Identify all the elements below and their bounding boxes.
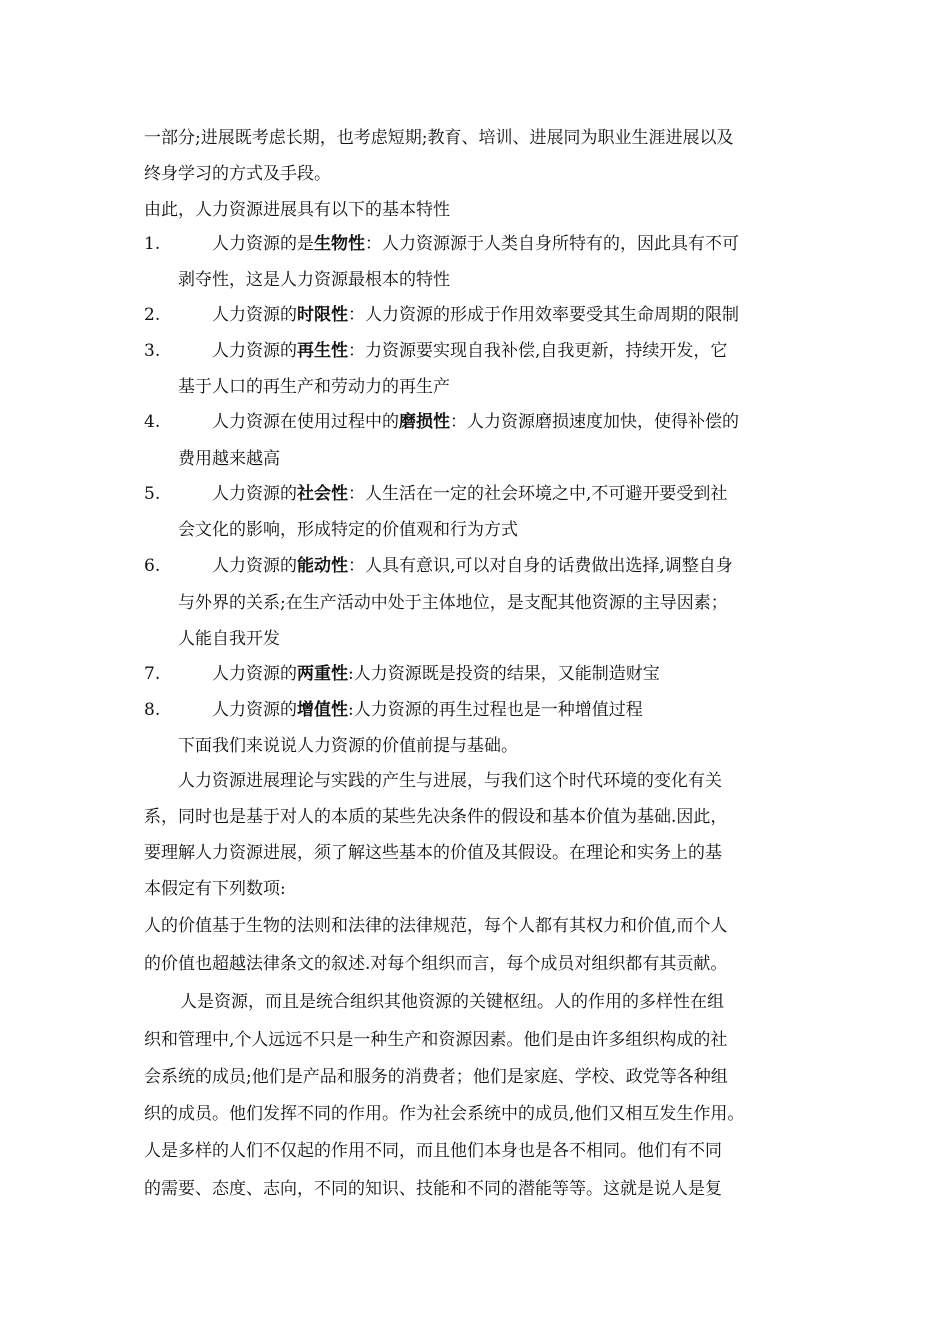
paragraph-3-line-1: 人的价值基于生物的法则和法律的法律规范，每个人都有其权力和价值,而个人 xyxy=(144,916,728,936)
list-item-6-cont-1: 与外界的关系;在生产活动中处于主体地位，是支配其他资源的主导因素； xyxy=(178,593,728,613)
list-text: 人力资源的增值性:人力资源的再生过程也是一种增值过程 xyxy=(212,700,643,720)
list-number: 2. xyxy=(144,305,161,325)
paragraph-4-line-3: 会系统的成员;他们是产品和服务的消费者；他们是家庭、学校、政党等各种组 xyxy=(144,1067,728,1087)
intro-line-1: 一部分;进展既考虑长期，也考虑短期;教育、培训、进展同为职业生涯进展以及 xyxy=(144,128,734,148)
paragraph-4-line-1: 人是资源，而且是统合组织其他资源的关键枢纽。人的作用的多样性在组 xyxy=(180,992,724,1012)
list-text: 人力资源的社会性：人生活在一定的社会环境之中,不可避开要受到社 xyxy=(212,484,728,504)
list-item-6-cont-2: 人能自我开发 xyxy=(178,629,280,649)
paragraph-values-intro: 下面我们来说说人力资源的价值前提与基础。 xyxy=(178,736,518,756)
list-number: 8. xyxy=(144,700,161,720)
paragraph-2-line-3: 要理解人力资源进展，须了解这些基本的价值及其假设。在理论和实务上的基 xyxy=(144,843,722,863)
list-text: 人力资源的两重性:人力资源既是投资的结果，又能制造财宝 xyxy=(212,664,660,684)
list-item-1-cont: 剥夺性，这是人力资源最根本的特性 xyxy=(178,270,450,290)
list-number: 1. xyxy=(144,234,161,254)
paragraph-4-line-6: 的需要、态度、志向，不同的知识、技能和不同的潜能等等。这就是说人是复 xyxy=(144,1179,722,1199)
paragraph-3-line-2: 的价值也超越法律条文的叙述.对每个组织而言，每个成员对组织都有其贡献。 xyxy=(144,954,728,974)
list-number: 4. xyxy=(144,412,161,432)
paragraph-4-line-4: 织的成员。他们发挥不同的作用。作为社会系统中的成员,他们又相互发生作用。 xyxy=(144,1104,745,1124)
intro-line-3: 由此，人力资源进展具有以下的基本特性 xyxy=(144,200,450,220)
list-item-3-cont: 基于人口的再生产和劳动力的再生产 xyxy=(178,377,450,397)
list-text: 人力资源的时限性：人力资源的形成于作用效率要受其生命周期的限制 xyxy=(212,305,739,325)
list-number: 5. xyxy=(144,484,161,504)
list-number: 3. xyxy=(144,341,161,361)
list-text: 人力资源的能动性：人具有意识,可以对自身的话费做出选择,调整自身 xyxy=(212,556,733,576)
paragraph-2-line-1: 人力资源进展理论与实践的产生与进展，与我们这个时代环境的变化有关 xyxy=(178,771,722,791)
intro-line-2: 终身学习的方式及手段。 xyxy=(144,164,331,184)
list-text: 人力资源在使用过程中的磨损性：人力资源磨损速度加快，使得补偿的 xyxy=(212,412,739,432)
list-number: 6. xyxy=(144,556,161,576)
list-item-4-cont: 费用越来越高 xyxy=(178,449,280,469)
paragraph-2-line-4: 本假定有下列数项: xyxy=(144,879,286,899)
list-number: 7. xyxy=(144,664,161,684)
paragraph-2-line-2: 系，同时也是基于对人的本质的某些先决条件的假设和基本价值为基础.因此， xyxy=(144,807,728,827)
paragraph-4-line-2: 织和管理中,个人远远不只是一种生产和资源因素。他们是由许多组织构成的社 xyxy=(144,1030,728,1050)
list-text: 人力资源的再生性：力资源要实现自我补偿,自我更新，持续开发，它 xyxy=(212,341,728,361)
list-item-5-cont: 会文化的影响，形成特定的价值观和行为方式 xyxy=(178,520,518,540)
list-text: 人力资源的是生物性：人力资源源于人类自身所特有的，因此具有不可 xyxy=(212,234,739,254)
paragraph-4-line-5: 人是多样的人们不仅起的作用不同，而且他们本身也是各不相同。他们有不同 xyxy=(144,1141,722,1161)
